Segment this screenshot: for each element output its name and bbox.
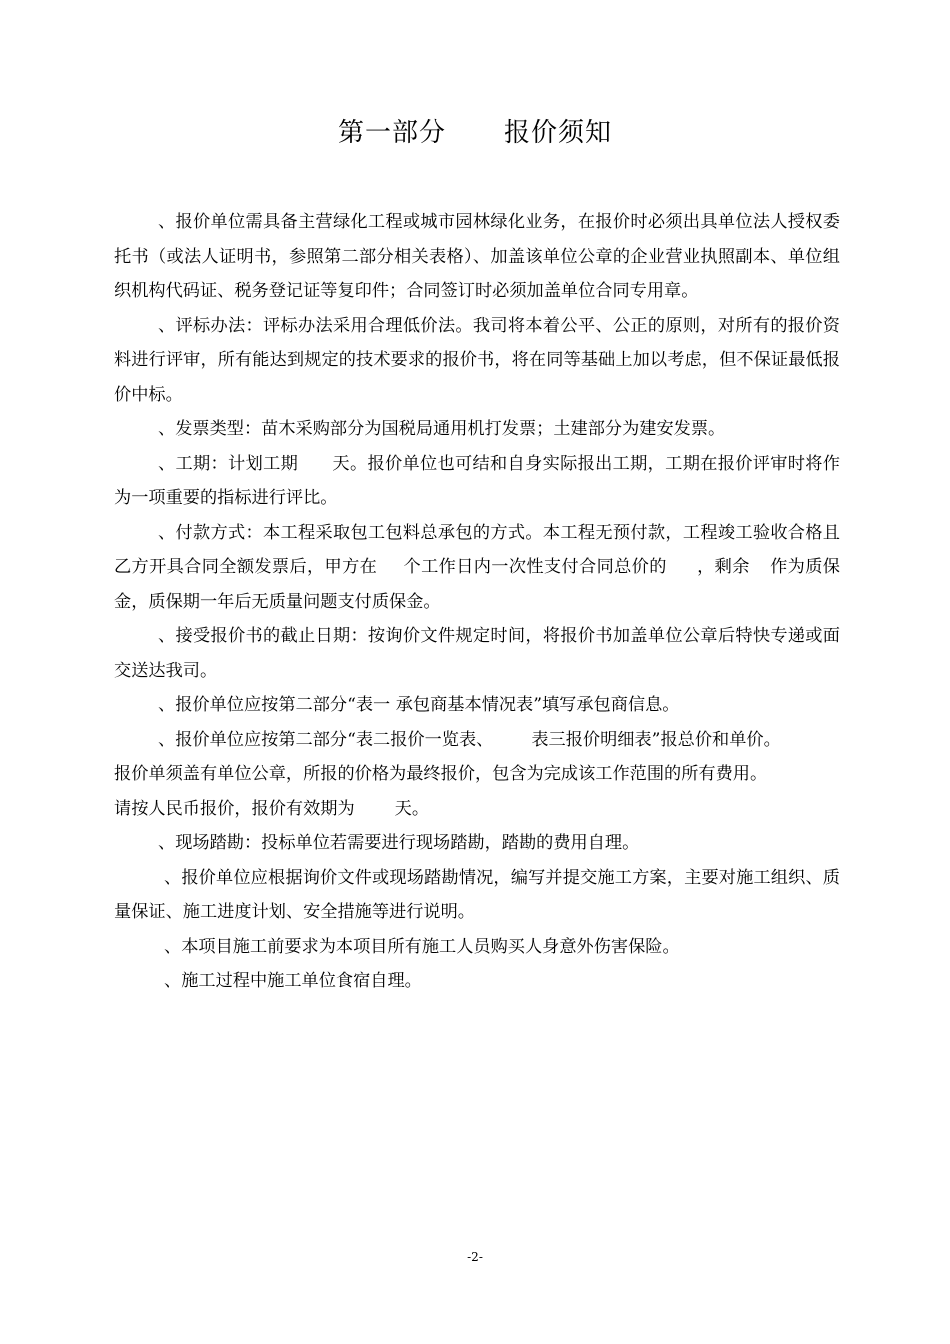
item-contractor-info: 、报价单位应按第二部分“表一 承包商基本情况表”填写承包商信息。: [158, 695, 680, 715]
item-construction-period: [114, 447, 840, 516]
item-accommodation: 、施工过程中施工单位食宿自理。: [164, 971, 422, 991]
item-price-tables: [114, 723, 840, 758]
item-invoice-type: 、发票类型：苗木采购部分为国税局通用机打发票；土建部分为建安发票。: [158, 419, 726, 439]
construction-period-text-b: 天。报价单位也可结和自身实际报出工期，工期在报价评审时将作为一项重要的指标进行评比。: [114, 453, 840, 508]
item-qualification: 、报价单位需具备主营绿化工程或城市园林绿化业务，在报价时必须出具单位法人授权委托书（或法人证明书，参照第二部分相关表格）、加盖该单位公章的企业营业执照副本、单位组织机构代码证、税务登记证等复印件；合同签订时必须加盖单位合同专用章。: [114, 212, 840, 301]
page-title: [0, 112, 950, 149]
payment-text-c: ，剩余: [696, 557, 750, 577]
payment-text-b: 个工作日内一次性支付合同总价的: [403, 557, 667, 577]
item-insurance: 、本项目施工前要求为本项目所有施工人员购买人身意外伤害保险。: [164, 936, 680, 957]
item-validity: [114, 792, 840, 827]
validity-text-a: 请按人民币报价，报价有效期为: [114, 798, 355, 819]
payment-text-a: 、付款方式：本工程采取包工包料总承包的方式。本工程无预付款，工程竣工验收合格且乙方开具合同全额发票后，甲方在: [114, 522, 840, 577]
item-payment-terms: [114, 516, 840, 620]
item-site-survey: 、现场踏勘：投标单位若需要进行现场踏勘，踏勘的费用自理。: [158, 833, 640, 853]
title-name: 报价须知: [504, 118, 613, 148]
item-construction-plan: 、报价单位应根据询价文件或现场踏勘情况，编写并提交施工方案，主要对施工组织、质量保证、施工进度计划、安全措施等进行说明。: [114, 867, 840, 922]
item-deadline: 、接受报价书的截止日期：按询价文件规定时间，将报价书加盖单位公章后特快专递或面交送达我司。: [114, 626, 840, 681]
item-official-seal: 报价单须盖有单位公章，所报的价格为最终报价，包含为完成该工作范围的所有费用。: [114, 764, 768, 784]
validity-text-b: 天。: [394, 798, 430, 819]
item-evaluation-method: 、评标办法：评标办法采用合理低价法。我司将本着公平、公正的原则，对所有的报价资料进行评审，所有能达到规定的技术要求的报价书，将在同等基础上加以考虑，但不保证最低报价中标。: [114, 315, 840, 405]
page-number: -2-: [467, 1250, 483, 1264]
payment-text-d: 作为质保金，质保期一年后无质量问题支付质保金。: [114, 557, 840, 612]
price-tables-text-b: 表三报价明细表”报总价和单价。: [531, 729, 781, 750]
price-tables-text-a: 、报价单位应按第二部分“表二报价一览表、: [158, 729, 494, 750]
construction-period-text-a: 、工期：计划工期: [158, 453, 299, 474]
notice-body: [114, 205, 840, 999]
title-part: 第一部分: [337, 118, 446, 148]
